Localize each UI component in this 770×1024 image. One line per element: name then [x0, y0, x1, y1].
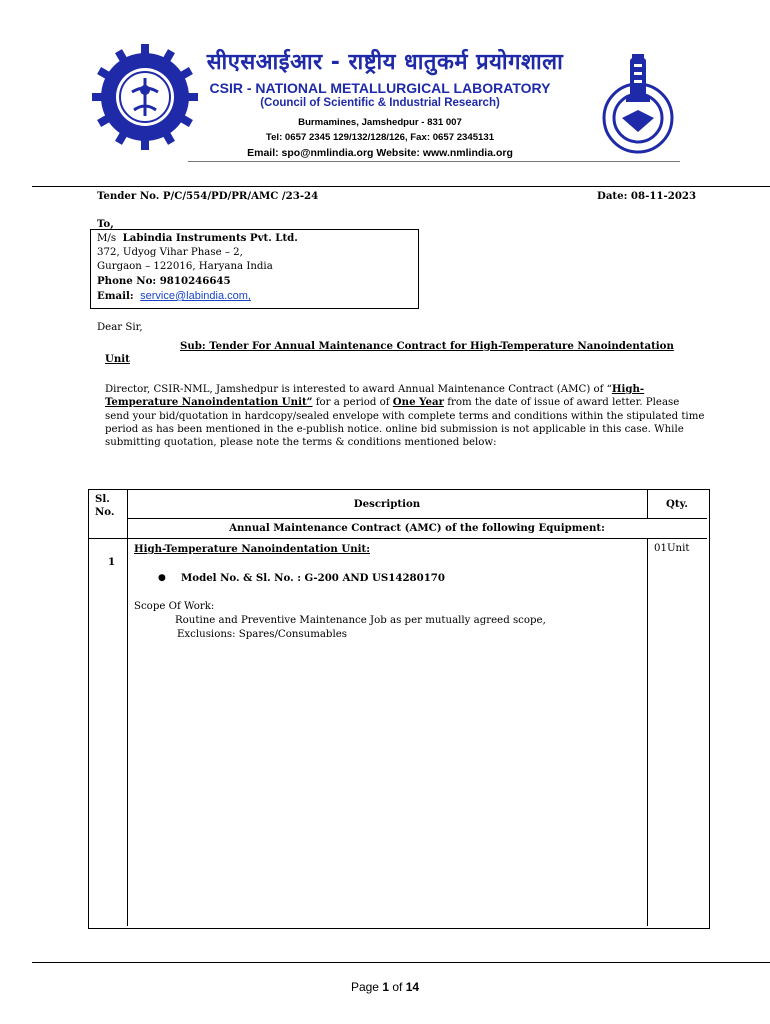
- recipient-address-box: [90, 229, 419, 309]
- page-current: 1: [382, 980, 389, 994]
- header-sl: Sl.: [95, 493, 110, 505]
- recipient-line2: Gurgaon – 122016, Haryana India: [97, 261, 273, 272]
- tender-date: Date: 08-11-2023: [597, 190, 697, 202]
- table-header-rule: [127, 518, 707, 519]
- recipient-email-link[interactable]: service@labindia.com: [140, 290, 248, 302]
- footer-rule: [32, 962, 770, 963]
- header-rule: [32, 186, 770, 187]
- to-label: To,: [97, 218, 114, 230]
- hindi-title: सीएसआईआर - राष्ट्रीय धातुकर्म प्रयोगशाला: [206, 50, 564, 75]
- bullet-icon: ●: [158, 573, 166, 583]
- row-scope-label: Scope Of Work:: [134, 601, 215, 612]
- section-title: Annual Maintenance Contract (AMC) of the following Equipment:: [229, 522, 605, 534]
- recipient-email-label: Email:: [97, 290, 134, 302]
- body-text-2b: for a period of: [312, 397, 393, 409]
- body-text-2c: One Year: [392, 396, 444, 409]
- recipient-phone: Phone No: 9810246645: [97, 275, 231, 287]
- recipient-email-line: [97, 290, 251, 302]
- table-col-divider-3: [647, 538, 648, 926]
- org-address: Burmamines, Jamshedpur - 831 007: [298, 117, 462, 128]
- page-prefix: Page: [350, 980, 383, 994]
- body-paragraph: [105, 383, 705, 449]
- table-col-divider-1: [127, 490, 128, 926]
- csir-emblem-icon: [92, 44, 198, 150]
- subject-line: Sub: Tender For Annual Maintenance Contract for High-Temperature Nanoindentation: [180, 340, 674, 352]
- header-no: No.: [95, 506, 115, 518]
- body-text-2a: Temperature Nanoindentation Unit”: [105, 396, 313, 409]
- body-text-1b: High-: [611, 383, 645, 395]
- page-of: of: [389, 980, 406, 994]
- row-qty: 01Unit: [654, 543, 690, 554]
- subject-line-cont: Unit: [105, 353, 130, 365]
- org-name: CSIR - NATIONAL METALLURGICAL LABORATORY: [209, 80, 551, 96]
- body-text-1a: Director, CSIR-NML, Jamshedpur is interested to award Annual Maintenance Contract (AMC) of “: [105, 384, 612, 395]
- org-tel-fax: Tel: 0657 2345 129/132/128/126, Fax: 0657 2345131: [265, 132, 495, 143]
- nml-emblem-icon: [592, 52, 684, 160]
- recipient-email-suffix: ,: [247, 290, 251, 302]
- recipient-name: Labindia Instruments Pvt. Ltd.: [122, 232, 298, 244]
- council-name: (Council of Scientific & Industrial Research): [260, 97, 500, 109]
- recipient-name-line: [97, 232, 298, 244]
- header-qty: Qty.: [666, 498, 688, 510]
- row-item-title: High-Temperature Nanoindentation Unit:: [134, 543, 370, 555]
- page-total: 14: [405, 980, 420, 994]
- header-description: Description: [353, 498, 421, 510]
- row-scope-line2: Exclusions: Spares/Consumables: [177, 629, 347, 640]
- body-text-5: submitting quotation, please note the terms & conditions mentioned below:: [105, 437, 497, 449]
- page-number: [0, 980, 770, 994]
- org-email-web: Email: spo@nmlindia.org Website: www.nmlindia.org: [247, 147, 513, 159]
- letterhead-divider: [188, 161, 680, 162]
- table-section-rule: [89, 538, 707, 539]
- body-text-3: send your bid/quotation in hardcopy/sealed envelope with complete terms and conditions within the stipulated time: [105, 410, 705, 422]
- row-model: Model No. & Sl. No. : G-200 AND US14280170: [181, 572, 445, 584]
- tender-number: Tender No. P/C/554/PD/PR/AMC /23-24: [97, 190, 319, 202]
- body-text-4: period as has been mentioned in the e-publish notice. online bid submission is not applicable in this case. While: [105, 423, 684, 435]
- recipient-prefix: M/s: [97, 233, 117, 244]
- row-scope-line1: Routine and Preventive Maintenance Job as per mutually agreed scope,: [175, 615, 546, 626]
- row-sl: 1: [108, 556, 116, 568]
- items-table: [88, 489, 710, 929]
- body-text-2d: from the date of issue of award letter. Please: [443, 397, 680, 409]
- recipient-line1: 372, Udyog Vihar Phase – 2,: [97, 247, 243, 258]
- salutation: Dear Sir,: [97, 322, 143, 333]
